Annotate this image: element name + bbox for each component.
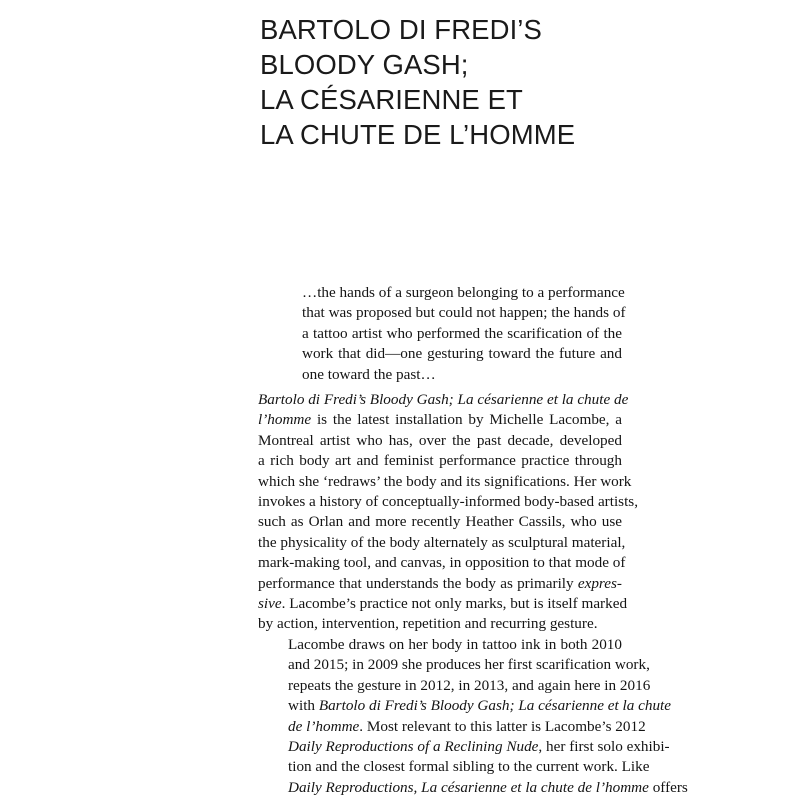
epigraph-line: one toward the past… [302,365,436,383]
text-run: invokes a history of conceptually-informed body-based artists, [258,493,639,511]
page-title [260,12,660,152]
text-run: Lacombe draws on her body in tattoo ink in both 2010 [288,635,622,653]
text-line [258,757,650,777]
text-run: , her first solo exhibi- [538,737,670,755]
epigraph [302,283,626,385]
italic-run: Daily Reproductions of a Reclining Nude [288,737,539,755]
text-line [258,553,626,573]
italic-run: Bartolo di Fredi’s Bloody Gash; La césarienne et la chute de [258,391,629,408]
text-line [258,696,672,716]
epigraph-line: work that did—one gesturing toward the future and [302,345,622,363]
italic-run: sive [258,595,282,613]
text-line [258,594,628,614]
text-line [258,614,622,634]
text-run: is the latest installation by Michelle Lacombe, a [311,411,622,429]
text-line [258,737,670,757]
title-line-2: BLOODY GASH; [260,49,469,80]
text-line [258,533,626,553]
text-line [258,717,646,737]
text-run: with [288,697,319,715]
paragraph [258,390,639,635]
italic-run: l’homme [258,411,312,429]
text-run: the physicality of the body alternately as sculptural material, [258,533,626,551]
text-line [258,410,622,430]
text-run: Montreal artist who has, over the past decade, developed [258,431,622,449]
text-run: mark-making tool, and canvas, in opposition to that mode of [258,554,626,572]
text-run: a rich body art and feminist performance practice through [258,452,622,470]
italic-run: Bartolo di Fredi’s Bloody Gash; La césarienne et la chute [318,697,672,715]
text-line [258,778,688,798]
italic-run: expres- [577,574,622,592]
text-line [258,655,650,675]
epigraph-line: a tattoo artist who performed the scarification of the [302,324,622,342]
text-run: . Lacombe’s practice not only marks, but is itself marked [281,595,628,613]
text-line [258,390,629,410]
epigraph-line: that was proposed but could not happen; the hands of [302,304,626,322]
text-run: which she ‘redraws’ the body and its significations. Her work [258,472,632,490]
title-line-4: LA CHUTE DE L’HOMME [260,119,576,150]
text-run: . Most relevant to this latter is Lacombe’s 2012 [359,717,646,735]
text-line [258,492,639,512]
text-line [258,451,622,471]
title-line-3: LA CÉSARIENNE ET [260,84,523,115]
text-line [258,574,622,594]
text-line [258,635,622,655]
text-line [258,431,622,451]
text-line [258,472,632,492]
paragraph [258,635,688,798]
text-run: tion and the closest formal sibling to the current work. Like [288,758,650,776]
text-run: by action, intervention, repetition and recurring gesture. [258,615,598,633]
text-run: repeats the gesture in 2012, in 2013, and again here in 2016 [288,676,651,694]
text-line [258,512,622,532]
text-line [258,676,651,696]
text-run: such as Orlan and more recently Heather Cassils, who use [258,513,622,531]
italic-run: de l’homme [288,717,360,735]
italic-run: Daily Reproductions, La césarienne et la chute de l’homme [288,778,649,796]
title-line-1: BARTOLO DI FREDI’S [260,14,542,45]
text-run: and 2015; in 2009 she produces her first scarification work, [288,656,650,674]
body-text [258,390,688,798]
text-run: offers [648,778,688,796]
epigraph-line: …the hands of a surgeon belonging to a performance [302,284,625,301]
text-run: performance that understands the body as primarily [258,574,578,592]
